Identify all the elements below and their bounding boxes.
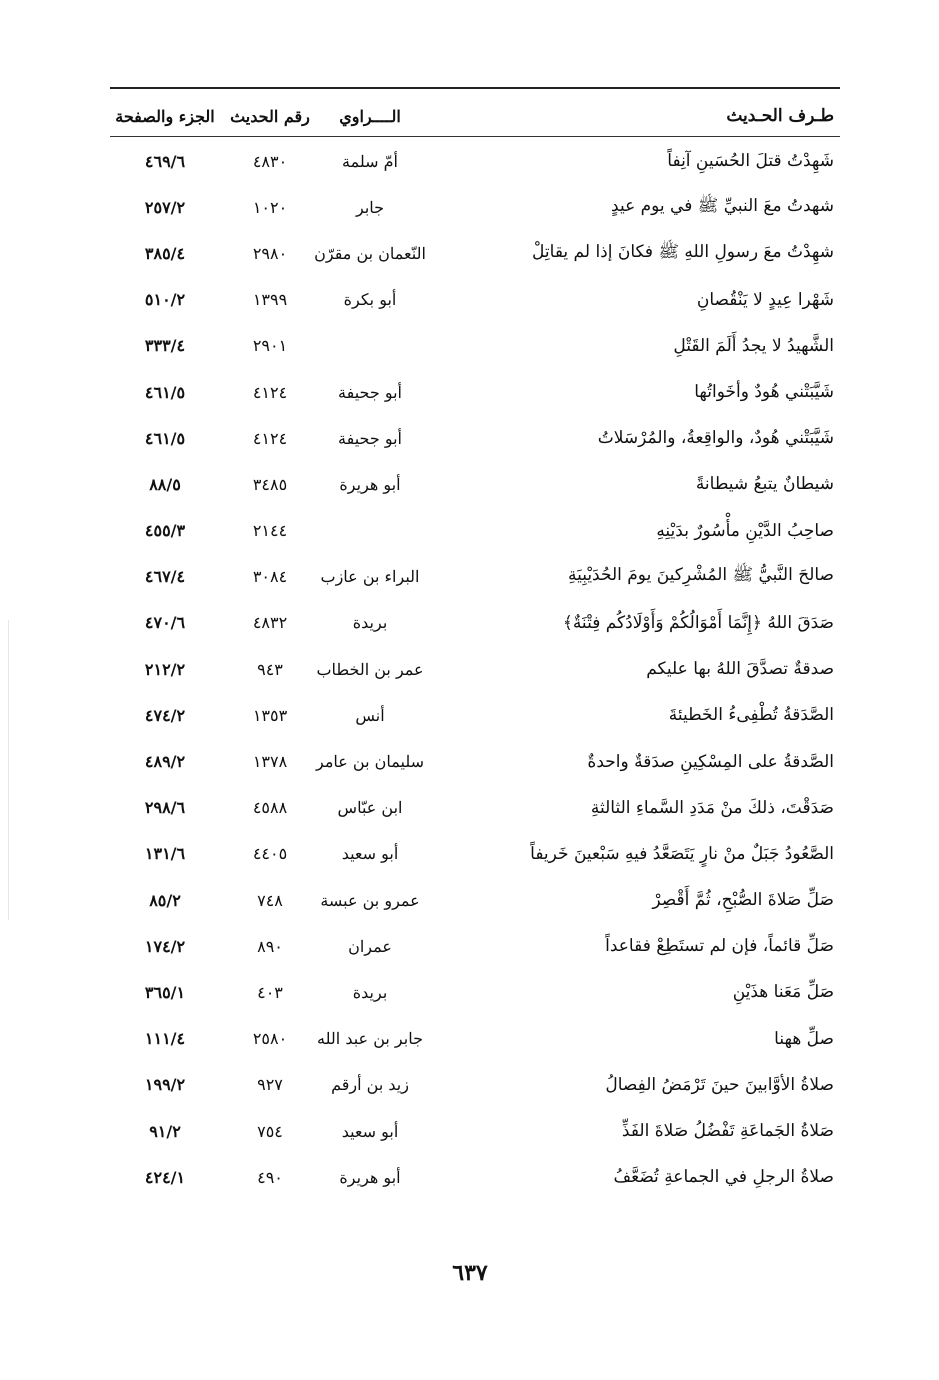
narrator: عمرو بن عبسة [320,890,420,910]
hadith-number: ٣٤٨٥ [252,474,288,494]
volume-page: ٤٦٩/٦ [144,151,186,171]
hadith-text: صَدَقْتَ، ذلكَ منْ مَدَدِ السَّماءِ الثالثةِ [590,797,834,818]
table-row [110,785,840,831]
narrator: أنس [355,705,385,725]
hadith-number: ٤٠٣ [257,982,283,1002]
volume-page: ٨٥/٢ [149,890,181,910]
hadith-number: ٩٢٧ [257,1075,283,1095]
hadith-number: ١٣٧٨ [252,752,288,772]
table-header [110,100,840,132]
table-row [110,877,840,923]
hadith-text: صَلِّ مَعَنا هذَيْنِ [732,982,834,1003]
hadith-text: صَلِّ صَلاةَ الصُّبْحِ، ثُمَّ أَقْصِرْ [652,890,834,911]
narrator: جابر بن عبد الله [317,1029,423,1049]
volume-page: ٩١/٢ [149,1121,181,1141]
volume-page: ٤٥٥/٣ [144,521,186,541]
table-row [110,461,840,507]
hadith-number: ٤٨٣٠ [252,151,288,171]
hadith-number: ٤١٢٤ [252,382,288,402]
hadith-text: صلِّ ههنا [774,1028,834,1049]
volume-page: ٤٧٠/٦ [144,613,186,633]
hadith-text: صَلِّ قائماً، فإن لم تستَطِعْ فقاعداً [605,936,834,957]
hadith-table [110,138,840,1200]
hadith-text: شَيَّبَتْني هُودٌ، والواقِعةُ، والمُرْسَلاتُ [597,428,834,449]
volume-page: ١٩٩/٢ [144,1075,186,1095]
narrator: أبو بكرة [343,290,397,310]
header-hadith: طـرف الحـديث [726,106,834,126]
volume-page: ٢٩٨/٦ [144,798,186,818]
hadith-text: شهدتُ معَ النبيِّ ﷺ في يوم عيدٍ [611,195,834,216]
table-row [110,692,840,738]
top-rule [110,87,840,89]
volume-page: ٣٣٣/٤ [144,336,186,356]
hadith-text: صلاةُ الرجلِ في الجماعةِ تُضَعَّفُ [613,1167,834,1188]
narrator: أبو سعيد [341,844,399,864]
narrator: أبو جحيفة [338,382,402,402]
hadith-text: صَدَقَ اللهُ ﴿إِنَّمَا أَمْوَالُكُمْ وَأَوْلَادُكُم فِتْنَةٌ﴾ [562,613,834,634]
hadith-text: صدقةٌ تصدَّقَ اللهُ بها عليكم [646,659,834,680]
narrator [300,508,440,554]
narrator: النّعمان بن مقرّن [314,243,426,263]
hadith-number: ٧٥٤ [257,1121,283,1141]
hadith-text: شَهْرا عِيدٍ لا يَنْقُصانِ [696,289,834,310]
hadith-number: ٢٩٠١ [252,336,288,356]
header-ref: الجزء والصفحة [115,106,215,126]
hadith-text: شيطانٌ يتبعُ شيطانةً [695,474,834,495]
hadith-number: ١٣٥٣ [252,705,288,725]
table-row [110,184,840,230]
volume-page: ٥١٠/٢ [144,290,186,310]
table-row [110,1154,840,1200]
hadith-number: ٢٥٨٠ [252,1029,288,1049]
table-row [110,369,840,415]
hadith-number: ٢١٤٤ [252,521,288,541]
narrator: جابر [355,197,385,217]
hadith-number: ٤٥٨٨ [252,798,288,818]
hadith-number: ١٠٢٠ [252,197,288,217]
volume-page: ١١١/٤ [144,1029,186,1049]
table-row [110,646,840,692]
narrator: البراء بن عازب [320,567,420,587]
narrator: ابن عبّاس [337,798,403,818]
table-row [110,554,840,600]
volume-page: ٤٢٤/١ [144,1167,186,1187]
header-number: رقم الحديث [230,106,310,126]
hadith-text: شَيَّبَتْني هُودٌ وأخَواتُها [694,382,834,403]
hadith-text: صلاةُ الأوَّابينَ حينَ تَرْمَضُ الفِصالُ [605,1074,834,1095]
table-row [110,277,840,323]
table-row [110,230,840,276]
hadith-text: الصَّدَقةُ تُطْفِىءُ الخَطيئةَ [668,705,834,726]
volume-page: ٢١٢/٢ [144,659,186,679]
narrator: سليمان بن عامر [315,752,425,772]
narrator: أبو هريرة [339,1167,401,1187]
narrator: عمر بن الخطاب [316,659,424,679]
volume-page: ٤٧٤/٢ [144,705,186,725]
volume-page: ١٣١/٦ [144,844,186,864]
narrator: أبو جحيفة [338,428,402,448]
hadith-text: الصَّدقةُ على المِسْكِينِ صدَقةٌ واحدةٌ [587,751,834,772]
table-row [110,738,840,784]
hadith-number: ٩٤٣ [257,659,283,679]
table-row [110,831,840,877]
volume-page: ٤٦٧/٤ [144,567,186,587]
narrator: أمّ سلمة [342,151,398,171]
table-row [110,508,840,554]
hadith-text: شَهِدْتُ قتلَ الحُسَينِ آنِفاً [667,151,834,172]
table-row [110,138,840,184]
table-row [110,923,840,969]
volume-page: ٢٥٧/٢ [144,197,186,217]
hadith-number: ٢٩٨٠ [252,243,288,263]
header-narrator: الــــراوي [339,106,401,126]
hadith-number: ٨٩٠ [257,936,283,956]
table-row [110,415,840,461]
volume-page: ٤٦١/٥ [144,428,186,448]
hadith-number: ٤٨٣٢ [252,613,288,633]
margin-line [8,620,9,920]
volume-page: ١٧٤/٢ [144,936,186,956]
volume-page: ٣٦٥/١ [144,982,186,1002]
narrator: أبو هريرة [339,474,401,494]
table-row [110,323,840,369]
table-row [110,1016,840,1062]
hadith-text: صَلاةُ الجَماعَةِ تَفْضُلُ صَلاةَ الفَذِّ [621,1121,834,1142]
narrator: بريدة [352,982,388,1002]
hadith-text: الصَّعُودُ جَبَلٌ منْ نارٍ يَتَصَعَّدُ فيهِ سَبْعينَ خَريفاً [530,843,834,864]
table-row [110,600,840,646]
hadith-text: صالحَ النَّبيُّ ﷺ المُشْرِكينَ يومَ الحُدَيْبِيَةِ [567,565,834,586]
volume-page: ٤٨٩/٢ [144,752,186,772]
table-row [110,969,840,1015]
hadith-text: الشَّهيدُ لا يجدُ أَلَمَ القَتْلِ [673,335,834,356]
narrator: بريدة [352,613,388,633]
hadith-number: ٤٩٠ [257,1167,283,1187]
volume-page: ٤٦١/٥ [144,382,186,402]
hadith-text: صاحِبُ الدَّيْنِ مأْسُورٌ بدَيْنِهِ [656,520,834,541]
hadith-number: ١٣٩٩ [252,290,288,310]
narrator [300,323,440,369]
table-row [110,1062,840,1108]
hadith-number: ٤١٢٤ [252,428,288,448]
hadith-number: ٣٠٨٤ [252,567,288,587]
hadith-number: ٧٤٨ [257,890,283,910]
narrator: زيد بن أرقم [331,1075,409,1095]
table-row [110,1108,840,1154]
narrator: عمران [348,936,392,956]
page-number: ٦٣٧ [452,1260,488,1286]
hadith-number: ٤٤٠٥ [252,844,288,864]
volume-page: ٨٨/٥ [149,474,181,494]
header-rule [110,136,840,137]
hadith-text: شهِدْتُ معَ رسولِ اللهِ ﷺ فكانَ إذا لم يقاتِلْ [532,241,834,262]
volume-page: ٣٨٥/٤ [144,243,186,263]
narrator: أبو سعيد [341,1121,399,1141]
